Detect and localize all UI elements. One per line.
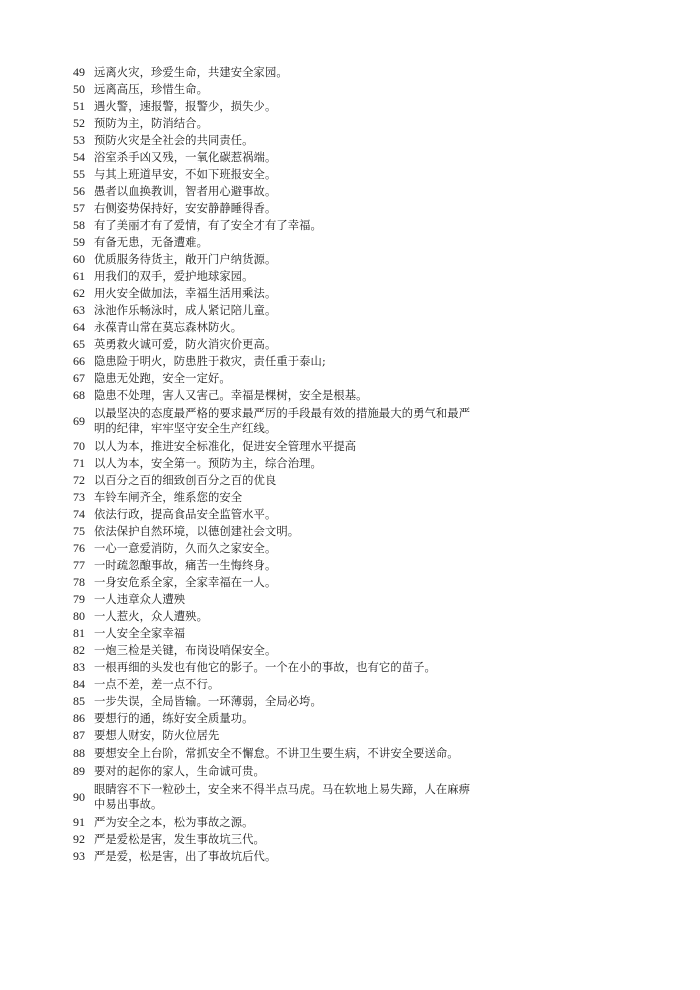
list-item xyxy=(73,642,473,659)
item-number: 70 xyxy=(73,439,85,453)
list-item xyxy=(73,132,473,149)
item-text: 隐患无处跑，安全一定好。 xyxy=(94,372,231,385)
item-number: 77 xyxy=(73,558,85,572)
item-number: 62 xyxy=(73,286,85,300)
item-text: 英勇救火诚可爱，防火消灾价更高。 xyxy=(94,338,277,351)
list-item xyxy=(73,183,473,200)
list-item xyxy=(73,506,473,523)
item-text: 车铃车闸齐全，维系您的安全 xyxy=(94,491,243,504)
list-item xyxy=(73,744,473,763)
item-text: 用火安全做加法，幸福生活用乘法。 xyxy=(94,287,277,300)
item-number: 74 xyxy=(73,507,85,521)
item-text: 一人惹火，众人遭殃。 xyxy=(94,610,208,623)
list-item xyxy=(73,285,473,302)
item-number: 66 xyxy=(73,354,85,368)
item-text: 一点不差，差一点不行。 xyxy=(94,678,220,691)
list-item xyxy=(73,268,473,285)
item-text: 右侧姿势保持好，安安静静睡得香。 xyxy=(94,202,277,215)
item-number: 69 xyxy=(73,413,85,428)
list-item xyxy=(73,625,473,642)
list-item xyxy=(73,831,473,848)
item-number: 81 xyxy=(73,626,85,640)
item-number: 71 xyxy=(73,456,85,470)
list-item xyxy=(73,574,473,591)
list-item xyxy=(73,217,473,234)
item-text: 要想安全上台阶，常抓安全不懈怠。不讲卫生要生病，不讲安全要送命。 xyxy=(94,747,459,760)
item-text: 遇火警，速报警，报警少，损失少。 xyxy=(94,100,277,113)
item-text: 隐患不处理，害人又害己。幸福是棵树，安全是根基。 xyxy=(94,389,368,402)
list-item xyxy=(73,591,473,608)
item-text: 以最坚决的态度最严格的要求最严厉的手段最有效的措施最大的勇气和最严明的纪律，牢牢坚守安全生产红线。 xyxy=(94,407,471,435)
list-item xyxy=(73,353,473,370)
list-item xyxy=(73,540,473,557)
item-number: 78 xyxy=(73,575,85,589)
item-text: 泳池作乐畅泳时，成人紧记陪儿童。 xyxy=(94,304,277,317)
item-number: 52 xyxy=(73,116,85,130)
item-number: 75 xyxy=(73,524,85,538)
item-number: 65 xyxy=(73,337,85,351)
item-number: 67 xyxy=(73,371,85,385)
item-number: 83 xyxy=(73,660,85,674)
list-item xyxy=(73,336,473,353)
item-text: 要对的起你的家人，生命诚可贵。 xyxy=(94,765,265,778)
item-text: 一时疏忽酿事故，痛苦一生悔终身。 xyxy=(94,559,277,572)
item-number: 60 xyxy=(73,252,85,266)
item-text: 依法行政，提高食品安全监管水平。 xyxy=(94,508,277,521)
item-text: 优质服务待货主，敞开门户纳货源。 xyxy=(94,253,277,266)
item-number: 49 xyxy=(73,65,85,79)
item-text: 远离火灾，珍爱生命，共建安全家园。 xyxy=(94,66,288,79)
item-number: 59 xyxy=(73,235,85,249)
item-text: 有备无患，无备遭难。 xyxy=(94,236,208,249)
list-item xyxy=(73,200,473,217)
item-text: 预防火灾是全社会的共同责任。 xyxy=(94,134,254,147)
slogan-list xyxy=(73,64,473,865)
item-text: 远离高压，珍惜生命。 xyxy=(94,83,208,96)
item-text: 一步失误，全局皆输。一环薄弱，全局必垮。 xyxy=(94,695,322,708)
item-text: 隐患险于明火，防患胜于救灾，责任重于泰山; xyxy=(94,355,326,368)
item-number: 50 xyxy=(73,82,85,96)
item-number: 82 xyxy=(73,643,85,657)
list-item xyxy=(73,676,473,693)
item-number: 79 xyxy=(73,592,85,606)
item-number: 68 xyxy=(73,388,85,402)
list-item xyxy=(73,710,473,727)
item-number: 56 xyxy=(73,184,85,198)
item-text: 与其上班道早安，不如下班报安全。 xyxy=(94,168,277,181)
item-text: 要想行的通，练好安全质量功。 xyxy=(94,712,254,725)
list-item xyxy=(73,234,473,251)
list-item xyxy=(73,81,473,98)
item-number: 90 xyxy=(73,789,85,804)
list-item xyxy=(73,149,473,166)
item-text: 严是爱松是害，发生事故坑三代。 xyxy=(94,833,265,846)
list-item xyxy=(73,166,473,183)
item-text: 以人为本，推进安全标准化，促进安全管理水平提高 xyxy=(94,440,357,453)
list-item xyxy=(73,608,473,625)
item-text: 严是爱，松是害，出了事故坑后代。 xyxy=(94,850,277,863)
item-number: 86 xyxy=(73,711,85,725)
item-text: 有了美丽才有了爱情，有了安全才有了幸福。 xyxy=(94,219,322,232)
list-item xyxy=(73,251,473,268)
item-text: 一根再细的头发也有他它的影子。一个在小的事故，也有它的苗子。 xyxy=(94,661,436,674)
list-item xyxy=(73,472,473,489)
item-text: 预防为主，防消结合。 xyxy=(94,117,208,130)
item-number: 53 xyxy=(73,133,85,147)
item-text: 依法保护自然环境，以德创建社会文明。 xyxy=(94,525,300,538)
list-item xyxy=(73,64,473,81)
item-text: 浴室杀手凶又残，一氧化碳惹祸端。 xyxy=(94,151,277,164)
list-item xyxy=(73,659,473,676)
item-text: 一身安危系全家，全家幸福在一人。 xyxy=(94,576,277,589)
item-text: 要想人财安，防火位居先 xyxy=(94,729,220,742)
list-item xyxy=(73,319,473,336)
item-number: 63 xyxy=(73,303,85,317)
item-text: 愚者以血换教训，智者用心避事故。 xyxy=(94,185,277,198)
item-number: 54 xyxy=(73,150,85,164)
item-number: 55 xyxy=(73,167,85,181)
item-number: 87 xyxy=(73,728,85,742)
item-number: 92 xyxy=(73,832,85,846)
item-text: 用我们的双手，爱护地球家园。 xyxy=(94,270,254,283)
item-number: 89 xyxy=(73,764,85,778)
item-number: 85 xyxy=(73,694,85,708)
list-item xyxy=(73,438,473,455)
list-item xyxy=(73,780,473,814)
item-text: 一人违章众人遭殃 xyxy=(94,593,186,606)
item-text: 眼睛容不下一粒砂土，安全来不得半点马虎。马在软地上易失蹄，人在麻痹中易出事故。 xyxy=(94,783,471,811)
item-number: 88 xyxy=(73,746,85,760)
item-text: 一炮三检是关键，布岗设哨保安全。 xyxy=(94,644,277,657)
item-number: 91 xyxy=(73,815,85,829)
item-text: 以人为本，安全第一。预防为主，综合治理。 xyxy=(94,457,322,470)
item-number: 72 xyxy=(73,473,85,487)
item-number: 73 xyxy=(73,490,85,504)
item-number: 57 xyxy=(73,201,85,215)
item-number: 58 xyxy=(73,218,85,232)
list-item xyxy=(73,98,473,115)
item-text: 严为安全之本，松为事故之源。 xyxy=(94,816,254,829)
item-text: 以百分之百的细致创百分之百的优良 xyxy=(94,474,277,487)
item-number: 84 xyxy=(73,677,85,691)
item-number: 93 xyxy=(73,849,85,863)
list-item xyxy=(73,848,473,865)
list-item xyxy=(73,455,473,472)
item-number: 51 xyxy=(73,99,85,113)
list-item xyxy=(73,404,473,438)
item-number: 76 xyxy=(73,541,85,555)
list-item xyxy=(73,814,473,831)
list-item xyxy=(73,387,473,404)
list-item xyxy=(73,489,473,506)
list-item xyxy=(73,370,473,387)
list-item xyxy=(73,523,473,540)
list-item xyxy=(73,115,473,132)
list-item xyxy=(73,557,473,574)
item-number: 61 xyxy=(73,269,85,283)
list-item xyxy=(73,727,473,744)
item-text: 永葆青山常在莫忘森林防火。 xyxy=(94,321,243,334)
item-text: 一人安全全家幸福 xyxy=(94,627,186,640)
list-item xyxy=(73,763,473,780)
item-number: 64 xyxy=(73,320,85,334)
item-text: 一心一意爱消防，久而久之家安全。 xyxy=(94,542,277,555)
list-item xyxy=(73,693,473,710)
item-number: 80 xyxy=(73,609,85,623)
list-item xyxy=(73,302,473,319)
